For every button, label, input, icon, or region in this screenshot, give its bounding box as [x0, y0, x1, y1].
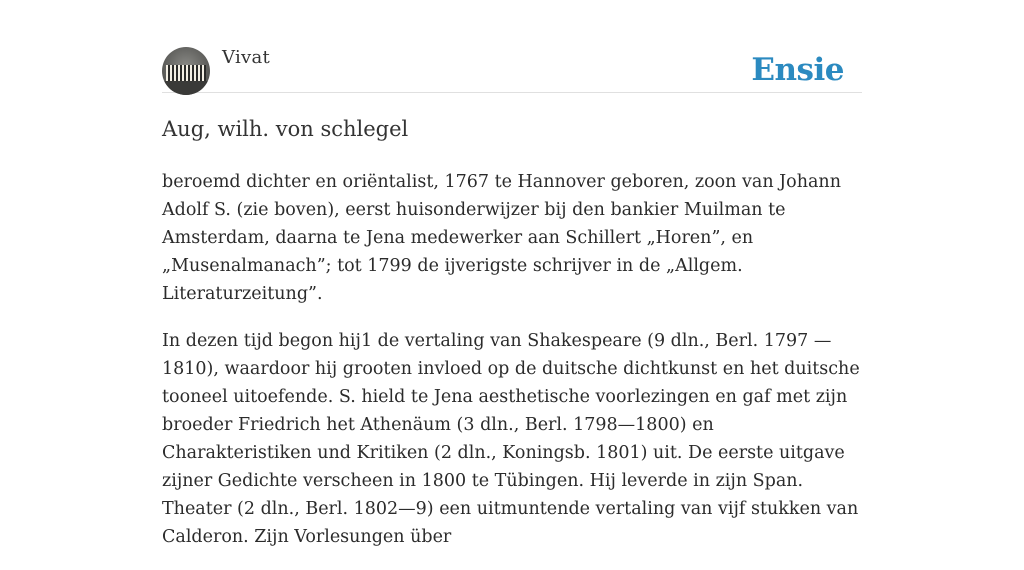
site-name[interactable]: Vivat	[222, 47, 271, 68]
typewriter-avatar-icon[interactable]	[162, 47, 210, 95]
article-body	[162, 168, 862, 570]
brand-logo[interactable]: Ensie	[751, 52, 844, 88]
typewriter-base	[162, 81, 210, 95]
site-header	[162, 46, 862, 93]
typewriter-keys	[166, 65, 206, 81]
page-title: Aug, wilh. von schlegel	[162, 117, 409, 141]
paragraph: beroemd dichter en oriëntalist, 1767 te Hannover geboren, zoon van Johann Adolf S. (zie boven), eerst huisonderwijzer bij den bankier Muilman te Amsterdam, daarna te Jena medewerker aan Schillert „Horen”, en „Musenalmanach”; tot 1799 de ijverigste schrijver in de „Allgem. Literaturzeitung”.	[162, 172, 841, 304]
paragraph: In dezen tijd begon hij1 de vertaling van Shakespeare (9 dln., Berl. 1797 —1810), waardoor hij grooten invloed op de duitsche dichtkunst en het duitsche tooneel uitoefende. S. hield te Jena aesthetische voorlezingen en gaf met zijn broeder Friedrich het Athenäum (3 dln., Berl. 1798—1800) en Charakteristiken und Kritiken (2 dln., Koningsb. 1801) uit. De eerste uitgave zijner Gedichte verscheen in 1800 te Tübingen. Hij leverde in zijn Span. Theater (2 dln., Berl. 1802—9) een uitmuntende vertaling van vijf stukken van Calderon. Zijn Vorlesungen über	[162, 331, 860, 547]
